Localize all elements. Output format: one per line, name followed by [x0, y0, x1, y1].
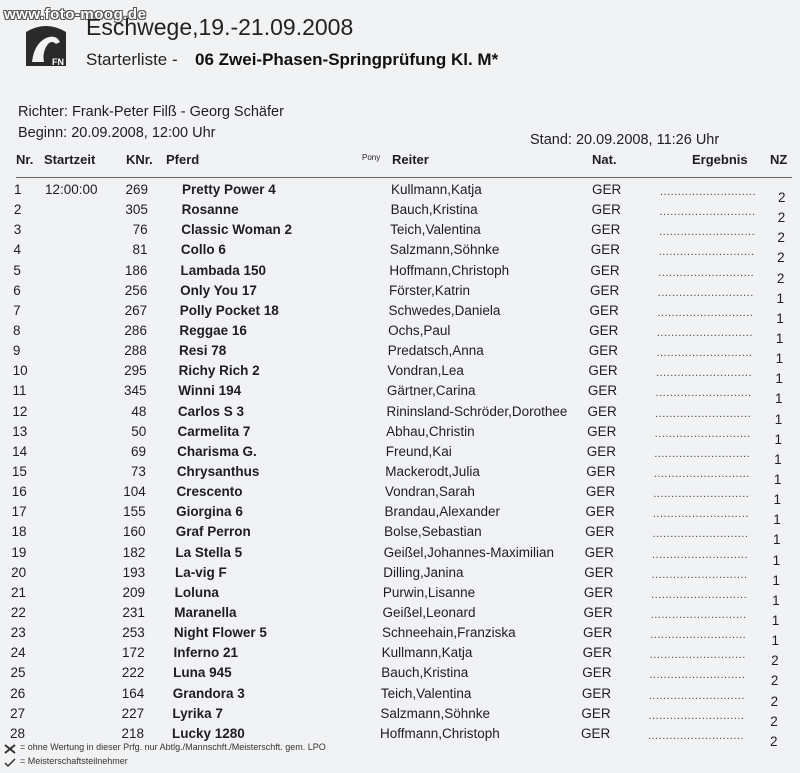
table-row: [0, 381, 800, 407]
row-horse: Grandora 3: [172, 685, 245, 701]
row-rider: Hoffmann,Christoph: [380, 725, 500, 741]
row-rider: Bauch,Kristina: [390, 202, 478, 218]
row-nr: 1: [14, 182, 22, 197]
row-nr: 7: [13, 302, 21, 318]
row-nr: 14: [12, 443, 28, 459]
row-result: ...........................: [657, 306, 754, 319]
row-knr: 222: [121, 665, 145, 681]
row-horse: Reggae 16: [179, 322, 247, 338]
row-rider: Purwin,Lisanne: [382, 584, 476, 600]
row-nr: 19: [11, 544, 27, 560]
row-nat: GER: [584, 544, 614, 560]
row-knr: 73: [130, 463, 146, 479]
row-nr: 8: [12, 322, 21, 338]
table-row: [0, 684, 800, 709]
table-row: [0, 623, 800, 649]
table-row: [0, 361, 800, 387]
row-horse: Lambada 150: [180, 262, 267, 278]
row-knr: 50: [131, 423, 147, 439]
row-result: ...........................: [654, 447, 751, 460]
row-horse: Winni 194: [178, 383, 242, 399]
table-row: [0, 502, 800, 528]
row-nz: 1: [776, 290, 785, 306]
row-nat: GER: [585, 524, 615, 540]
row-horse: Graf Perron: [175, 524, 251, 540]
judges-line: Richter: Frank-Peter Filß - Georg Schäfer: [18, 104, 284, 120]
row-knr: 155: [123, 504, 146, 520]
row-nat: GER: [581, 685, 612, 701]
row-rider: Schneehain,Franziska: [382, 625, 516, 641]
row-horse: Maranella: [174, 604, 237, 620]
row-horse: Polly Pocket 18: [179, 302, 279, 318]
row-nr: 16: [11, 484, 27, 500]
row-result: ...........................: [655, 407, 752, 420]
row-nat: GER: [588, 343, 618, 359]
row-horse: Lucky 1280: [172, 725, 245, 741]
row-horse: Pretty Power 4: [182, 182, 276, 197]
row-result: ...........................: [648, 689, 745, 702]
row-nr: 2: [13, 202, 22, 218]
row-startzeit: 12:00:00: [45, 182, 98, 197]
row-result: ...........................: [649, 669, 746, 682]
row-knr: 345: [123, 383, 147, 399]
row-nr: 17: [11, 504, 27, 520]
row-result: ...........................: [652, 528, 749, 541]
row-result: ...........................: [660, 186, 757, 198]
table-row: [0, 462, 800, 487]
row-nz: 1: [772, 572, 780, 588]
competition-title: 06 Zwei-Phasen-Springprüfung Kl. M*: [195, 50, 499, 69]
row-nat: GER: [585, 484, 616, 500]
table-row: [0, 261, 800, 286]
row-rider: Hoffmann,Christoph: [389, 262, 510, 278]
table-row: [0, 583, 800, 608]
row-nat: GER: [591, 222, 621, 238]
row-nat: GER: [583, 604, 613, 620]
table-row: [0, 240, 800, 266]
row-horse: Carlos S 3: [177, 403, 244, 419]
row-result: ...........................: [650, 629, 747, 642]
row-nat: GER: [584, 564, 614, 580]
header-divider: [16, 177, 792, 178]
row-rider: Predatsch,Anna: [387, 343, 484, 359]
row-nz: 1: [773, 512, 781, 528]
row-nat: GER: [586, 443, 616, 459]
table-row: [0, 301, 800, 326]
row-horse: Night Flower 5: [173, 625, 267, 641]
row-rider: Teich,Valentina: [390, 222, 481, 238]
row-horse: Lyrika 7: [172, 705, 223, 721]
row-nr: 6: [13, 282, 21, 298]
row-knr: 231: [122, 604, 145, 620]
row-horse: La-vig F: [174, 564, 227, 580]
table-row: [0, 442, 800, 467]
row-nat: GER: [587, 423, 617, 439]
row-nz: 1: [771, 633, 779, 649]
row-nr: 18: [11, 524, 27, 540]
row-knr: 172: [122, 645, 145, 661]
row-nat: GER: [585, 504, 615, 520]
row-rider: Bolse,Sebastian: [384, 524, 482, 540]
row-result: ...........................: [659, 206, 756, 219]
row-nat: GER: [581, 725, 611, 741]
row-knr: 209: [122, 584, 146, 600]
row-nz: 1: [771, 612, 780, 628]
row-nz: 2: [777, 210, 786, 226]
row-result: ...........................: [649, 649, 746, 662]
row-nz: 1: [776, 310, 784, 326]
header-pony: Pony: [362, 153, 381, 162]
row-knr: 69: [131, 443, 147, 459]
row-nr: 27: [10, 705, 26, 721]
row-nr: 10: [12, 363, 28, 379]
row-nr: 4: [13, 242, 22, 258]
row-result: ...........................: [653, 488, 750, 501]
row-nz: 1: [772, 592, 780, 608]
table-row: [0, 663, 800, 689]
table-row: [0, 180, 800, 205]
header-pferd: Pferd: [166, 152, 200, 167]
row-nz: 1: [773, 492, 782, 508]
row-rider: Ochs,Paul: [388, 322, 451, 338]
row-rider: Salzmann,Söhnke: [389, 242, 500, 258]
header-startzeit: Startzeit: [44, 152, 96, 167]
table-row: [0, 341, 800, 367]
row-nz: 2: [770, 713, 778, 729]
row-nat: GER: [581, 705, 611, 721]
row-nat: GER: [583, 584, 614, 600]
row-knr: 186: [124, 262, 148, 278]
row-rider: Mackerodt,Julia: [385, 463, 480, 479]
row-nr: 25: [10, 665, 26, 681]
header-nz: NZ: [770, 152, 788, 167]
watermark: www.foto-moog.de: [4, 6, 147, 23]
row-nat: GER: [582, 665, 612, 681]
row-result: ...........................: [652, 508, 749, 521]
row-nat: GER: [589, 282, 620, 298]
row-knr: 160: [122, 524, 146, 540]
row-nat: GER: [589, 322, 619, 338]
row-nat: GER: [587, 383, 618, 399]
row-nat: GER: [591, 202, 621, 218]
row-knr: 81: [132, 242, 148, 258]
row-knr: 295: [124, 363, 147, 379]
row-nat: GER: [582, 645, 612, 661]
table-row: [0, 603, 800, 628]
row-rider: Vondran,Lea: [387, 363, 464, 379]
row-knr: 227: [121, 705, 145, 721]
row-knr: 104: [123, 484, 146, 500]
row-horse: Collo 6: [180, 242, 226, 258]
row-nat: GER: [588, 363, 618, 379]
row-nr: 20: [11, 564, 27, 580]
row-nz: 1: [775, 371, 783, 387]
row-nz: 2: [778, 190, 786, 205]
row-horse: Charisma G.: [177, 443, 257, 459]
row-nz: 2: [777, 250, 785, 266]
table-row: [0, 563, 800, 588]
row-rider: Dilling,Janina: [383, 564, 464, 580]
row-nat: GER: [589, 302, 619, 318]
row-nz: 1: [772, 532, 781, 548]
row-knr: 288: [124, 343, 147, 359]
fn-horse-logo-icon: [22, 22, 70, 70]
row-nz: 1: [774, 431, 782, 447]
check-icon: [4, 755, 16, 765]
row-nat: GER: [590, 262, 620, 278]
row-horse: Only You 17: [180, 282, 257, 298]
footer-note-no-rating: = ohne Wertung in dieser Prfg. nur Abtlg./Mannschft./Meisterschft. gem. LPO: [20, 742, 326, 752]
row-nr: 5: [13, 262, 21, 278]
header-nat: Nat.: [592, 152, 617, 167]
table-row: [0, 220, 800, 246]
row-nr: 21: [11, 584, 27, 600]
row-nz: 2: [771, 653, 779, 669]
row-nz: 1: [773, 471, 782, 487]
row-nr: 24: [10, 645, 26, 661]
row-result: ...........................: [651, 588, 748, 601]
row-result: ...........................: [658, 246, 755, 259]
row-rider: Salzmann,Söhnke: [380, 705, 490, 721]
row-nr: 3: [13, 222, 22, 238]
header-nr: Nr.: [16, 152, 34, 167]
row-nat: GER: [583, 625, 613, 641]
row-nr: 22: [10, 604, 26, 620]
row-result: ...........................: [653, 467, 750, 480]
row-rider: Teich,Valentina: [380, 685, 472, 701]
row-nr: 13: [12, 423, 28, 439]
row-result: ...........................: [656, 326, 753, 339]
row-nat: GER: [586, 463, 616, 479]
row-nat: GER: [592, 182, 622, 197]
table-row: [0, 543, 800, 568]
row-knr: 218: [121, 725, 144, 741]
row-rider: Förster,Katrin: [388, 282, 470, 298]
row-rider: Vondran,Sarah: [384, 484, 475, 500]
row-knr: 256: [124, 282, 148, 298]
row-nr: 12: [12, 403, 28, 419]
row-rider: Freund,Kai: [385, 443, 452, 459]
header-knr: KNr.: [126, 152, 153, 167]
row-knr: 253: [122, 625, 145, 641]
row-horse: Classic Woman 2: [181, 222, 293, 238]
row-nz: 2: [770, 693, 779, 709]
row-nz: 1: [775, 351, 784, 367]
row-knr: 164: [121, 685, 145, 701]
row-knr: 269: [125, 182, 148, 197]
row-result: ...........................: [659, 226, 756, 239]
row-result: ...........................: [650, 608, 747, 621]
row-nz: 2: [776, 270, 785, 286]
row-nr: 11: [12, 383, 27, 399]
row-result: ...........................: [656, 347, 753, 360]
header-ergebnis: Ergebnis: [692, 152, 748, 167]
row-horse: Luna 945: [173, 665, 232, 681]
row-nz: 1: [775, 330, 784, 346]
table-row: [0, 482, 800, 508]
row-knr: 286: [124, 322, 147, 338]
row-rider: Geißel,Johannes-Maximilian: [383, 544, 554, 560]
row-knr: 182: [122, 544, 146, 560]
row-result: ...........................: [648, 709, 745, 722]
row-result: ...........................: [648, 729, 745, 742]
row-nz: 1: [774, 451, 782, 467]
table-row: [0, 402, 800, 427]
row-nat: GER: [590, 242, 621, 258]
row-result: ...........................: [655, 387, 752, 400]
row-rider: Gärtner,Carina: [386, 383, 476, 399]
row-result: ...........................: [654, 427, 751, 440]
row-horse: Chrysanthus: [176, 463, 260, 479]
row-rider: Kullmann,Katja: [391, 182, 482, 197]
row-horse: Carmelita 7: [177, 423, 251, 439]
row-horse: La Stella 5: [175, 544, 243, 560]
row-result: ...........................: [656, 367, 753, 380]
table-row: [0, 422, 800, 447]
begin-line: Beginn: 20.09.2008, 12:00 Uhr: [18, 125, 216, 141]
row-nr: 26: [10, 685, 26, 701]
cross-icon: [4, 741, 16, 751]
footer-note-championship: = Meisterschaftsteilnehmer: [20, 756, 128, 766]
row-nat: GER: [587, 403, 617, 419]
row-nz: 1: [774, 411, 783, 427]
row-nr: 23: [10, 625, 26, 641]
row-rider: Brandau,Alexander: [384, 504, 501, 520]
row-result: ...........................: [651, 568, 748, 581]
row-knr: 305: [125, 202, 148, 218]
row-rider: Geißel,Leonard: [382, 604, 476, 620]
row-knr: 76: [132, 222, 148, 238]
header-reiter: Reiter: [392, 152, 429, 167]
row-knr: 48: [131, 403, 147, 419]
row-nr: 15: [11, 463, 27, 479]
row-rider: Kullmann,Katja: [381, 645, 473, 661]
row-nz: 2: [770, 733, 778, 749]
row-rider: Bauch,Kristina: [381, 665, 469, 681]
table-row: [0, 643, 800, 669]
list-label: Starterliste -: [86, 50, 178, 69]
row-horse: Richy Rich 2: [178, 363, 260, 379]
event-title: Eschwege,19.-21.09.2008: [86, 14, 354, 40]
stand-line: Stand: 20.09.2008, 11:26 Uhr: [530, 132, 720, 148]
row-horse: Loluna: [174, 584, 219, 600]
row-knr: 267: [124, 302, 148, 318]
table-row: [0, 704, 800, 729]
row-nr: 9: [12, 343, 21, 359]
row-horse: Inferno 21: [173, 645, 238, 661]
row-nz: 1: [775, 391, 783, 407]
row-nz: 2: [777, 230, 785, 246]
row-nr: 28: [10, 725, 26, 741]
row-horse: Crescento: [176, 484, 243, 500]
logo-text: FN: [52, 57, 64, 67]
row-result: ...........................: [657, 286, 754, 299]
row-rider: Abhau,Christin: [386, 423, 475, 439]
table-row: [0, 200, 800, 226]
row-horse: Giorgina 6: [176, 504, 243, 520]
row-nz: 1: [772, 552, 781, 568]
table-row: [0, 281, 800, 306]
row-nz: 2: [770, 673, 779, 689]
row-knr: 193: [122, 564, 146, 580]
row-horse: Rosanne: [181, 202, 239, 218]
row-result: ...........................: [658, 266, 755, 279]
table-row: [0, 522, 800, 548]
row-result: ...........................: [652, 548, 749, 561]
row-rider: Rininsland-Schröder,Dorothee: [386, 403, 568, 419]
row-horse: Resi 78: [179, 343, 227, 359]
row-rider: Schwedes,Daniela: [388, 302, 501, 318]
table-row: [0, 321, 800, 346]
